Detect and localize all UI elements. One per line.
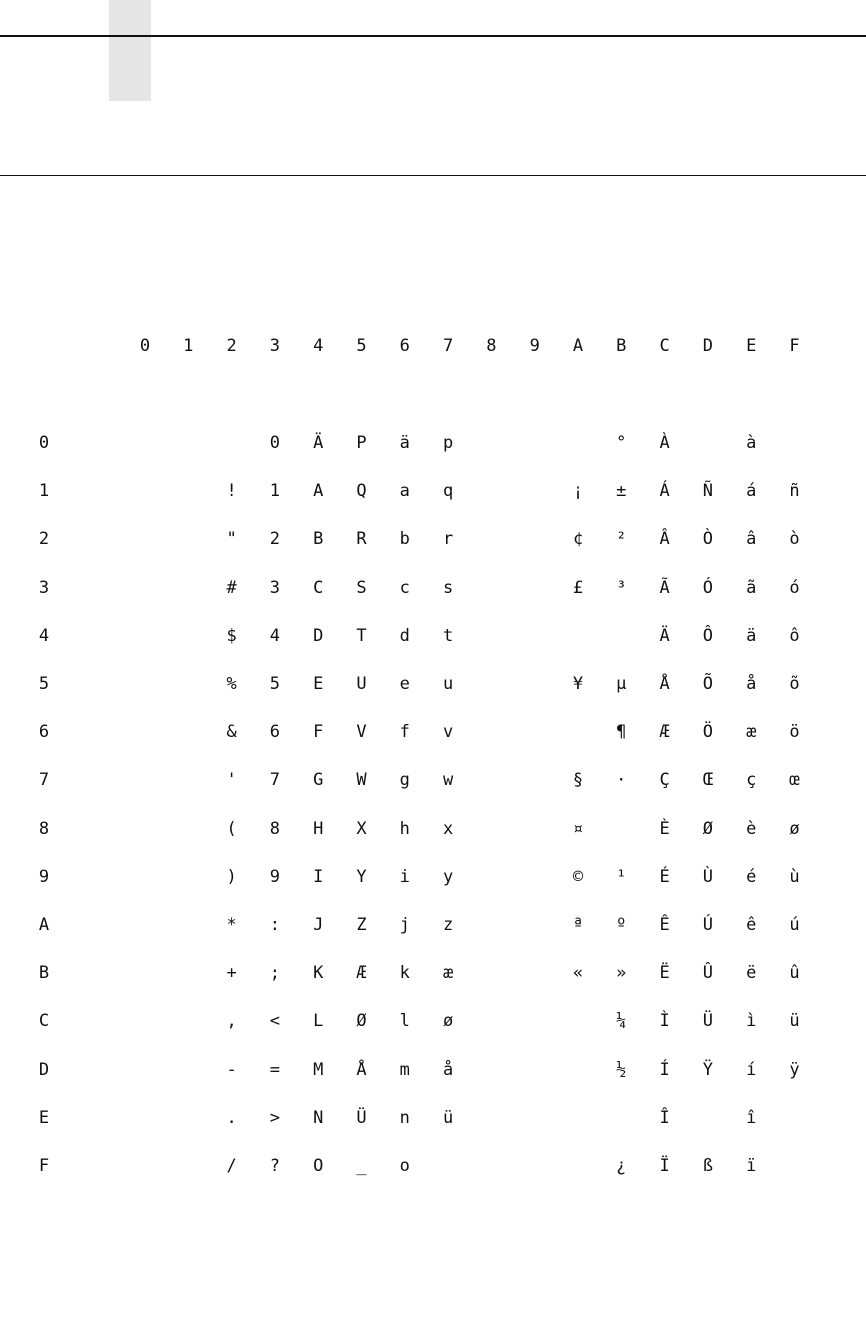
character-cell: Û [702, 963, 714, 984]
character-cell: ' [226, 770, 237, 791]
character-cell: Ú [702, 915, 714, 935]
character-cell: Å [659, 674, 670, 694]
character-cell: m [399, 1059, 410, 1080]
character-cell: £ [572, 577, 584, 598]
row-header: E [38, 1107, 50, 1128]
character-cell: P [356, 433, 367, 453]
character-cell: Ä [659, 625, 670, 646]
character-cell: Ë [659, 963, 670, 984]
character-cell: Ç [659, 770, 670, 791]
character-cell: % [226, 674, 237, 694]
character-cell: w [442, 770, 454, 791]
column-header: 3 [269, 336, 281, 356]
character-cell: B [313, 529, 324, 550]
character-cell: ß [702, 1156, 714, 1176]
character-cell: D [313, 625, 324, 646]
character-cell: Ã [659, 577, 670, 598]
character-cell: Ä [313, 433, 324, 453]
column-header: A [572, 336, 584, 356]
character-cell: ö [789, 722, 800, 743]
row-header: C [38, 1011, 50, 1032]
character-cell: 6 [269, 722, 281, 743]
character-cell: à [746, 433, 757, 453]
character-cell: n [399, 1107, 410, 1128]
column-header: C [659, 336, 670, 356]
character-cell: ¶ [616, 722, 627, 743]
character-cell: x [442, 818, 454, 839]
character-cell: Ø [702, 818, 714, 839]
character-cell: b [399, 529, 410, 550]
character-cell: ª [572, 915, 584, 935]
character-cell: 7 [269, 770, 281, 791]
character-cell: Ü [702, 1011, 714, 1032]
character-cell: A [313, 481, 324, 502]
character-cell: ½ [616, 1059, 627, 1080]
character-cell: © [572, 866, 584, 887]
character-cell: t [442, 625, 454, 646]
character-cell: Y [356, 866, 367, 887]
character-cell: S [356, 577, 367, 598]
character-cell: ü [442, 1107, 454, 1128]
character-cell: ¥ [572, 674, 584, 694]
character-cell: F [313, 722, 324, 743]
character-cell: ò [789, 529, 800, 550]
character-cell: æ [442, 963, 454, 984]
character-cell: ² [616, 529, 627, 550]
character-cell: ô [789, 625, 800, 646]
character-cell: V [356, 722, 367, 743]
character-cell: > [269, 1107, 281, 1128]
character-cell: Î [659, 1107, 670, 1128]
character-cell: á [746, 481, 757, 502]
character-cell: » [616, 963, 627, 984]
character-cell: c [399, 577, 410, 598]
character-cell: Ò [702, 529, 714, 550]
row-header: 2 [38, 529, 50, 550]
character-cell: å [442, 1059, 454, 1080]
character-cell: ¢ [572, 529, 584, 550]
character-cell: Ô [702, 625, 714, 646]
column-header: 6 [399, 336, 410, 356]
character-cell: Â [659, 529, 670, 550]
character-cell: Ì [659, 1011, 670, 1032]
character-cell: è [746, 818, 757, 839]
character-cell: Æ [356, 963, 367, 984]
character-cell: å [746, 674, 757, 694]
row-header: 8 [38, 818, 50, 839]
character-cell: H [313, 818, 324, 839]
character-cell: $ [226, 625, 237, 646]
character-cell: ± [616, 481, 627, 502]
character-cell: µ [616, 674, 627, 694]
character-cell: f [399, 722, 410, 743]
character-cell: ) [226, 866, 237, 887]
character-cell: y [442, 866, 454, 887]
row-header: 6 [38, 722, 50, 743]
character-cell: É [659, 866, 670, 887]
row-header: 9 [38, 866, 50, 887]
row-header: 0 [38, 433, 50, 453]
character-cell: g [399, 770, 410, 791]
character-cell: < [269, 1011, 281, 1032]
column-header: E [746, 336, 757, 356]
character-cell: e [399, 674, 410, 694]
character-cell: # [226, 577, 237, 598]
character-cell: ; [269, 963, 281, 984]
character-cell: ó [789, 577, 800, 598]
character-cell: · [616, 770, 627, 791]
character-cell: ñ [789, 481, 800, 502]
row-header: F [38, 1156, 50, 1176]
character-cell: k [399, 963, 410, 984]
column-header: D [702, 336, 714, 356]
character-cell: ÿ [789, 1059, 800, 1080]
row-header: 5 [38, 674, 50, 694]
column-header: F [789, 336, 800, 356]
character-cell: È [659, 818, 670, 839]
character-cell: Ï [659, 1156, 670, 1176]
column-header: 7 [442, 336, 454, 356]
character-cell: ³ [616, 577, 627, 598]
character-cell: 9 [269, 866, 281, 887]
character-cell: Õ [702, 674, 714, 694]
character-cell: ä [399, 433, 410, 453]
character-cell: æ [746, 722, 757, 743]
character-cell: ¼ [616, 1011, 627, 1032]
character-cell: é [746, 866, 757, 887]
character-cell: º [616, 915, 627, 935]
column-header: 1 [183, 336, 194, 356]
character-cell: 1 [269, 481, 281, 502]
character-cell: l [399, 1011, 410, 1032]
character-cell: ì [746, 1011, 757, 1032]
character-cell: â [746, 529, 757, 550]
character-cell: U [356, 674, 367, 694]
column-header: 8 [486, 336, 497, 356]
character-cell: = [269, 1059, 281, 1080]
character-cell: a [399, 481, 410, 502]
character-cell: R [356, 529, 367, 550]
character-cell: 8 [269, 818, 281, 839]
character-cell: M [313, 1059, 324, 1080]
character-cell: s [442, 577, 454, 598]
character-cell: « [572, 963, 584, 984]
column-header: 9 [529, 336, 540, 356]
character-cell: Ÿ [702, 1059, 714, 1080]
character-cell: Æ [659, 722, 670, 743]
character-cell: d [399, 625, 410, 646]
row-header: B [38, 963, 50, 984]
character-cell: ü [789, 1011, 800, 1032]
character-cell: O [313, 1156, 324, 1176]
character-cell: , [226, 1011, 237, 1032]
character-cell: v [442, 722, 454, 743]
character-cell: L [313, 1011, 324, 1032]
character-cell: Z [356, 915, 367, 935]
character-cell: Ù [702, 866, 714, 887]
character-cell: r [442, 529, 454, 550]
character-cell: p [442, 433, 454, 453]
character-cell: Á [659, 481, 670, 502]
character-cell: N [313, 1107, 324, 1128]
character-cell: ¹ [616, 866, 627, 887]
column-header: 2 [226, 336, 237, 356]
character-cell: í [746, 1059, 757, 1080]
character-cell: œ [789, 770, 800, 791]
character-cell: ï [746, 1156, 757, 1176]
character-cell: ê [746, 915, 757, 935]
character-cell: 0 [269, 433, 281, 453]
character-cell: G [313, 770, 324, 791]
character-cell: ( [226, 818, 237, 839]
character-cell: i [399, 866, 410, 887]
character-cell: _ [356, 1156, 367, 1176]
character-cell: 4 [269, 625, 281, 646]
character-cell: / [226, 1156, 237, 1176]
row-header: 1 [38, 481, 50, 502]
row-header: 4 [38, 625, 50, 646]
character-cell: I [313, 866, 324, 887]
character-cell: h [399, 818, 410, 839]
character-cell: õ [789, 674, 800, 694]
character-cell: : [269, 915, 281, 935]
character-cell: ° [616, 433, 627, 453]
character-cell: ø [789, 818, 800, 839]
character-cell: Œ [702, 770, 714, 791]
character-cell: ä [746, 625, 757, 646]
character-cell: ç [746, 770, 757, 791]
column-header: 0 [139, 336, 151, 356]
character-cell: o [399, 1156, 410, 1176]
column-header: 4 [313, 336, 324, 356]
character-cell: û [789, 963, 800, 984]
character-cell: u [442, 674, 454, 694]
row-header: 7 [38, 770, 50, 791]
character-cell: Ø [356, 1011, 367, 1032]
character-cell: ë [746, 963, 757, 984]
character-cell: ! [226, 481, 237, 502]
character-cell: E [313, 674, 324, 694]
character-cell: ¿ [616, 1156, 627, 1176]
column-header: 5 [356, 336, 367, 356]
character-cell: * [226, 915, 237, 935]
character-cell: Ü [356, 1107, 367, 1128]
character-cell: Q [356, 481, 367, 502]
character-cell: Í [659, 1059, 670, 1080]
character-cell: J [313, 915, 324, 935]
character-cell: ø [442, 1011, 454, 1032]
character-cell: Ñ [702, 481, 714, 502]
character-cell: Ó [702, 577, 714, 598]
row-header: D [38, 1059, 50, 1080]
character-cell: C [313, 577, 324, 598]
character-cell: À [659, 433, 670, 453]
character-cell: j [399, 915, 410, 935]
character-cell: ¡ [572, 481, 584, 502]
character-cell: Ê [659, 915, 670, 935]
character-cell: ¤ [572, 818, 584, 839]
character-cell: Ö [702, 722, 714, 743]
character-cell: W [356, 770, 367, 791]
character-cell: ú [789, 915, 800, 935]
character-cell: ã [746, 577, 757, 598]
character-cell: X [356, 818, 367, 839]
character-cell: 3 [269, 577, 281, 598]
character-cell: 5 [269, 674, 281, 694]
character-cell: z [442, 915, 454, 935]
character-cell: 2 [269, 529, 281, 550]
character-cell: § [572, 770, 584, 791]
character-cell: ? [269, 1156, 281, 1176]
row-header: A [38, 915, 50, 935]
character-cell: î [746, 1107, 757, 1128]
character-cell: Å [356, 1059, 367, 1080]
character-cell: q [442, 481, 454, 502]
character-cell: ù [789, 866, 800, 887]
character-cell: K [313, 963, 324, 984]
character-cell: - [226, 1059, 237, 1080]
character-cell: + [226, 963, 237, 984]
row-header: 3 [38, 577, 50, 598]
character-cell: . [226, 1107, 237, 1128]
column-header: B [616, 336, 627, 356]
character-cell: & [226, 722, 237, 743]
character-cell: T [356, 625, 367, 646]
character-cell: " [226, 529, 237, 550]
